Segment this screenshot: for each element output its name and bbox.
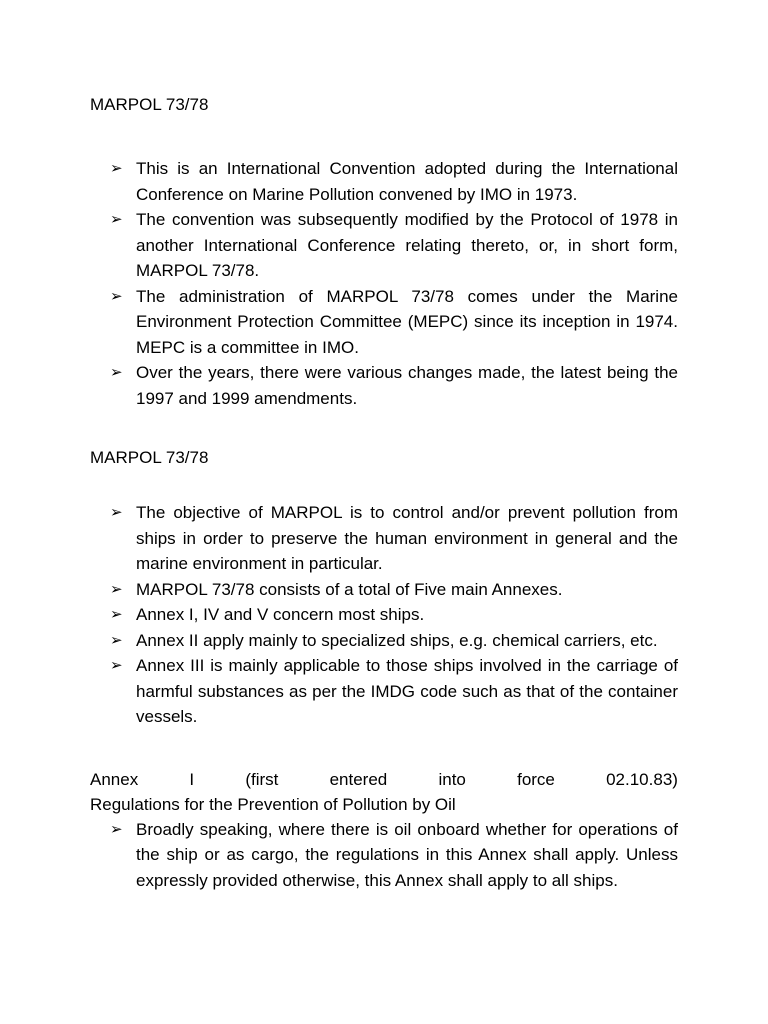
list-item: ➢ The convention was subsequently modified by the Protocol of 1978 in another International Conference relating thereto, or, in short form, MARPOL 73/78.	[110, 207, 678, 284]
section2-heading: MARPOL 73/78	[90, 448, 209, 467]
arrow-bullet-icon: ➢	[110, 579, 123, 598]
list-item: ➢ Annex II apply mainly to specialized ships, e.g. chemical carriers, etc.	[110, 628, 678, 654]
section2-list	[90, 500, 678, 730]
arrow-bullet-icon: ➢	[110, 159, 123, 177]
arrow-bullet-icon: ➢	[110, 605, 123, 623]
annex-subheading: Regulations for the Prevention of Pollution by Oil	[90, 794, 456, 814]
list-item: ➢ Over the years, there were various changes made, the latest being the 1997 and 1999 amendments.	[110, 360, 678, 411]
arrow-bullet-icon: ➢	[110, 210, 123, 228]
section1-heading: MARPOL 73/78	[90, 95, 209, 114]
list-item: ➢ Broadly speaking, where there is oil onboard whether for operations of the ship or as cargo, the regulations in this Annex shall apply. Unless expressly provided otherwise, this Annex shall apply to all ships.	[110, 817, 678, 894]
list-item: ➢ Annex III is mainly applicable to those ships involved in the carriage of harmful substances as per the IMDG code such as that of the container vessels.	[110, 653, 678, 730]
annex-title-line: Annex I (first entered into force 02.10.83)	[90, 769, 678, 789]
list-item: ➢ The administration of MARPOL 73/78 comes under the Marine Environment Protection Committee (MEPC) since its inception in 1974. MEPC is a committee in IMO.	[110, 284, 678, 361]
section3-list	[90, 817, 678, 894]
arrow-bullet-icon: ➢	[110, 656, 123, 674]
arrow-bullet-icon: ➢	[110, 819, 123, 838]
arrow-bullet-icon: ➢	[110, 630, 123, 649]
list-item: ➢ The objective of MARPOL is to control and/or prevent pollution from ships in order to preserve the human environment in general and the marine environment in particular.	[110, 500, 678, 577]
section3-heading	[90, 767, 678, 817]
list-item: ➢ This is an International Convention adopted during the International Conference on Marine Pollution convened by IMO in 1973.	[110, 156, 678, 207]
arrow-bullet-icon: ➢	[110, 363, 123, 381]
arrow-bullet-icon: ➢	[110, 503, 123, 521]
section1-list	[90, 156, 678, 411]
list-item: ➢ Annex I, IV and V concern most ships.	[110, 602, 678, 628]
list-item: ➢ MARPOL 73/78 consists of a total of Five main Annexes.	[110, 577, 678, 603]
arrow-bullet-icon: ➢	[110, 286, 123, 305]
